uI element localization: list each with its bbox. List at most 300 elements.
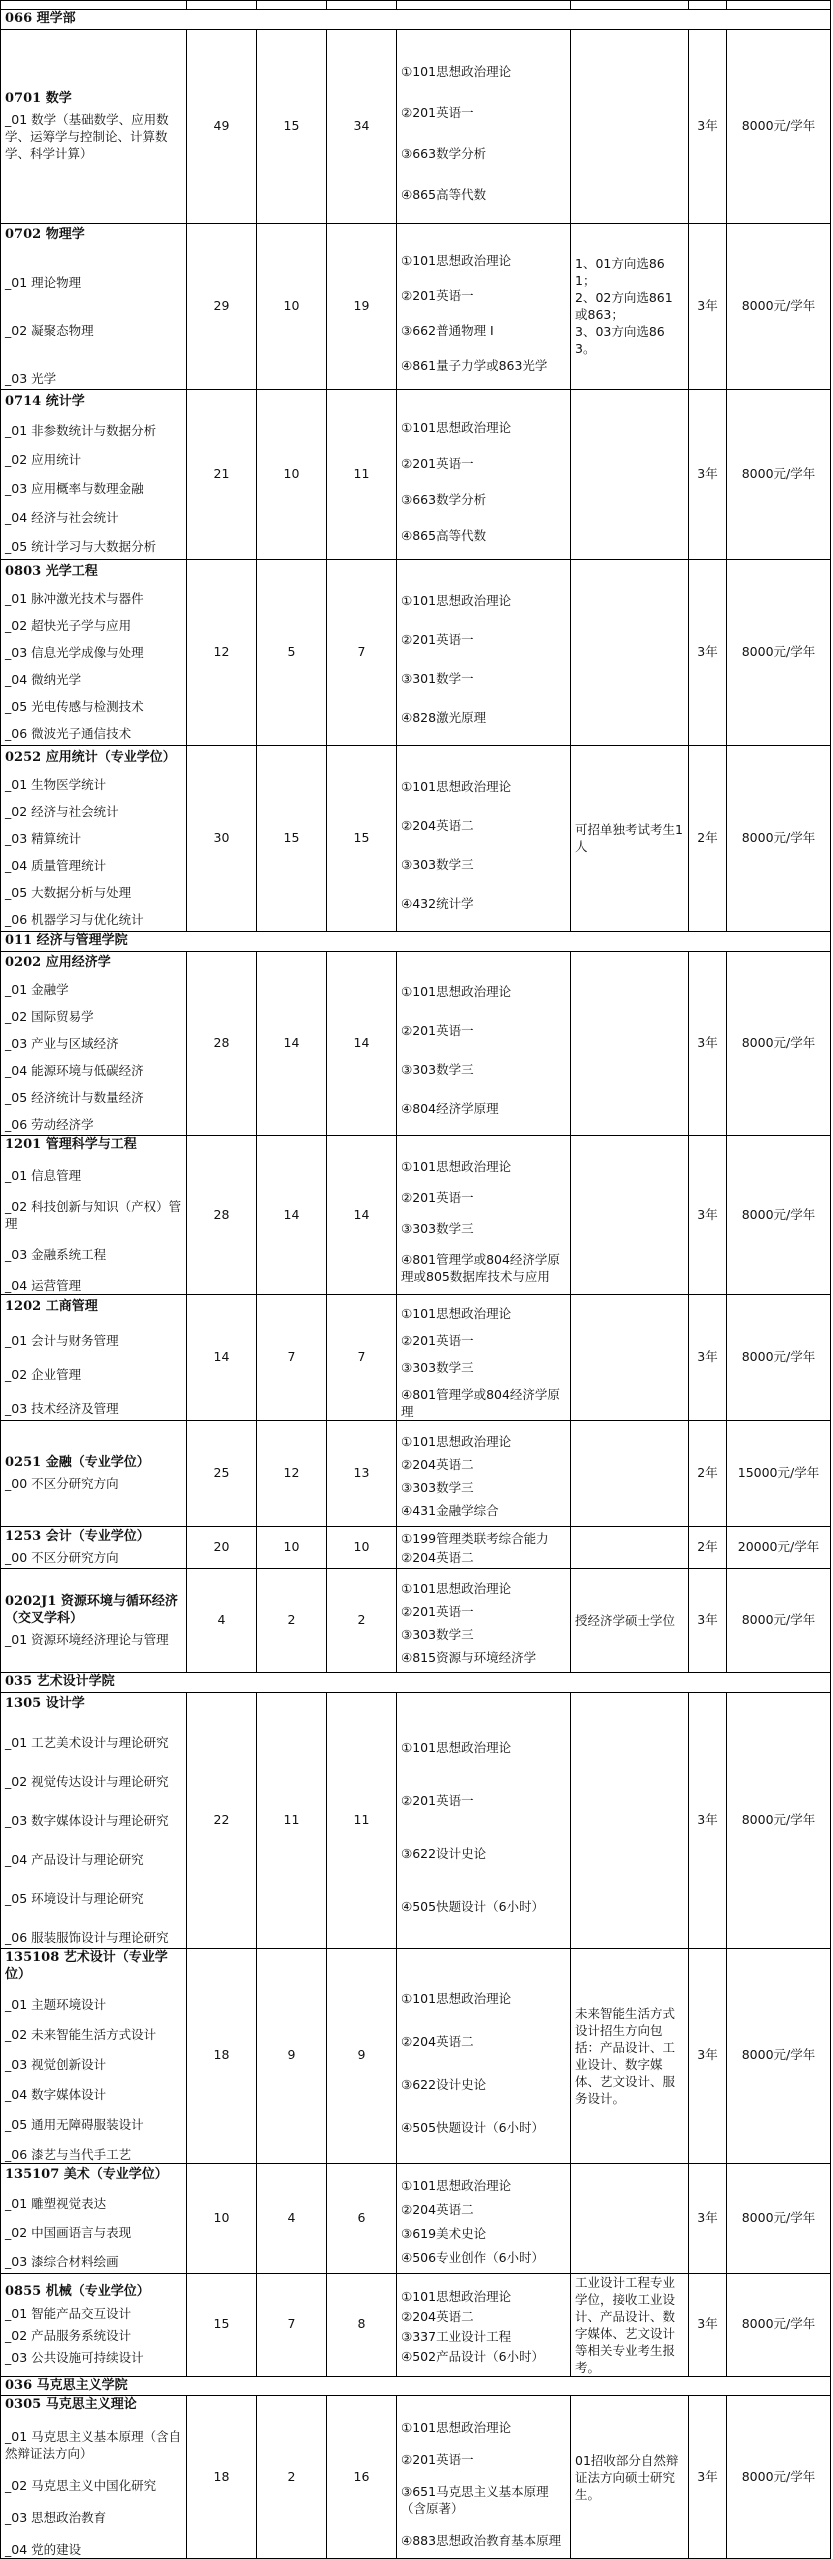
remarks-cell — [571, 1420, 689, 1526]
direction-item: _04 数字媒体设计 — [5, 2086, 107, 2102]
exam-subject: ①101思想政治理论 — [401, 2178, 512, 2194]
exam-count-cell: 14 — [327, 951, 397, 1135]
exam-subject: ④815资源与环境经济学 — [401, 1650, 537, 1666]
exam-count-cell: 9 — [327, 1948, 397, 2163]
duration-cell: 3年 — [689, 1294, 727, 1420]
remarks-cell — [571, 1526, 689, 1568]
major-title: 1201 管理科学与工程 — [5, 1136, 137, 1152]
exam-subject: ③303数学三 — [401, 1480, 474, 1496]
major-cell — [1, 1948, 187, 2163]
exam-subjects-cell — [397, 1948, 571, 2163]
exam-subject: ①101思想政治理论 — [401, 1305, 512, 1321]
exam-subject: ①101思想政治理论 — [401, 2288, 512, 2304]
exam-subject: ④865高等代数 — [401, 187, 487, 203]
tuition-value: 8000元/学年 — [741, 1811, 816, 1827]
remarks-cell: 可招单独考试考生1人 — [571, 745, 689, 931]
tuition-cell — [727, 2396, 831, 2559]
major-title: 135108 艺术设计（专业学位） — [5, 1949, 168, 1982]
exam-subject: ③619美术史论 — [401, 2226, 487, 2242]
exam-count-cell: 8 — [327, 2273, 397, 2376]
exempt-count-cell: 7 — [257, 2273, 327, 2376]
direction-item: _06 机器学习与优化统计 — [5, 911, 144, 927]
direction-item: _03 视觉创新设计 — [5, 2056, 107, 2072]
direction-item: _06 微波光子通信技术 — [5, 725, 132, 741]
major-cell — [1, 29, 187, 223]
school-row — [1, 2376, 831, 2396]
direction-item: _01 理论物理 — [5, 274, 82, 290]
exam-subjects-cell — [397, 2396, 571, 2559]
exam-subject: ②204英语二 — [401, 818, 474, 834]
major-title: 0251 金融（专业学位） — [5, 1455, 150, 1471]
direction-item: _02 企业管理 — [5, 1366, 82, 1382]
exempt-count-cell: 10 — [257, 1526, 327, 1568]
duration-cell: 3年 — [689, 1692, 727, 1948]
school-name: 011 经济与管理学院 — [1, 931, 831, 951]
direction-item: _01 脉冲激光技术与器件 — [5, 590, 144, 606]
planned-total-cell: 18 — [187, 2396, 257, 2559]
exam-subject: ①101思想政治理论 — [401, 64, 512, 80]
exam-subject: ④804经济学原理 — [401, 1101, 499, 1117]
duration-cell: 3年 — [689, 1948, 727, 2163]
duration-cell: 3年 — [689, 559, 727, 745]
major-title: 1305 设计学 — [5, 1695, 85, 1711]
exam-subject: ①101思想政治理论 — [401, 779, 512, 795]
exam-count-cell: 10 — [327, 1526, 397, 1568]
major-row — [1, 1135, 831, 1294]
exam-subjects-cell — [397, 1568, 571, 1672]
exam-subject: ②201英语一 — [401, 1793, 474, 1809]
major-row — [1, 745, 831, 931]
exam-subject: ②201英语一 — [401, 455, 474, 471]
major-row — [1, 1948, 831, 2163]
exam-subject: ①101思想政治理论 — [401, 1581, 512, 1597]
exam-subject: ③622设计史论 — [401, 2076, 487, 2092]
exempt-count-cell: 12 — [257, 1420, 327, 1526]
tuition-cell — [727, 2163, 831, 2273]
major-cell — [1, 1526, 187, 1568]
major-cell — [1, 1420, 187, 1526]
planned-total-cell: 22 — [187, 1692, 257, 1948]
exam-subject: ②201英语一 — [401, 2452, 474, 2468]
exam-subject: ③303数学三 — [401, 1062, 474, 1078]
major-cell — [1, 745, 187, 931]
duration-cell: 3年 — [689, 2163, 727, 2273]
remarks-cell: 1、01方向选861； 2、02方向选861或863； 3、03方向选863。 — [571, 223, 689, 389]
exempt-count-cell: 15 — [257, 745, 327, 931]
direction-item: _01 雕塑视觉表达 — [5, 2196, 107, 2212]
planned-total-cell: 28 — [187, 1135, 257, 1294]
exam-subject: ②204英语二 — [401, 2308, 474, 2324]
major-row — [1, 223, 831, 389]
exam-subject: ④828激光原理 — [401, 710, 487, 726]
major-cell — [1, 1692, 187, 1948]
major-cell — [1, 559, 187, 745]
planned-total-cell: 29 — [187, 223, 257, 389]
school-name: 036 马克思主义学院 — [1, 2376, 831, 2396]
direction-item: _01 智能产品交互设计 — [5, 2306, 132, 2322]
tuition-cell — [727, 745, 831, 931]
major-cell — [1, 1135, 187, 1294]
direction-item: _01 信息管理 — [5, 1167, 82, 1183]
direction-item: _01 马克思主义基本原理（含自然辩证法方向） — [5, 2429, 182, 2462]
exam-subject: ①101思想政治理论 — [401, 253, 512, 269]
tuition-cell — [727, 2273, 831, 2376]
major-title: 1253 会计（专业学位） — [5, 1529, 150, 1545]
tuition-cell — [727, 389, 831, 559]
direction-item: _02 超快光子学与应用 — [5, 617, 132, 633]
major-title: 0701 数学 — [5, 91, 72, 107]
exam-subjects-cell — [397, 2163, 571, 2273]
school-row — [1, 931, 831, 951]
direction-item: _02 产品服务系统设计 — [5, 2328, 132, 2344]
exam-count-cell: 7 — [327, 559, 397, 745]
direction-item: _05 经济统计与数量经济 — [5, 1089, 144, 1105]
major-title: 0202 应用经济学 — [5, 954, 111, 970]
direction-item: _03 数字媒体设计与理论研究 — [5, 1812, 169, 1828]
exam-subject: ②204英语二 — [401, 2033, 474, 2049]
direction-item: _03 光学 — [5, 370, 57, 386]
exam-subject: ③303数学三 — [401, 1359, 474, 1375]
direction-item: _02 视觉传达设计与理论研究 — [5, 1773, 169, 1789]
exam-count-cell: 7 — [327, 1294, 397, 1420]
direction-item: _00 不区分研究方向 — [5, 1476, 119, 1492]
exam-subject: ③303数学三 — [401, 1221, 474, 1237]
exempt-count-cell: 14 — [257, 951, 327, 1135]
remarks-cell — [571, 29, 689, 223]
exam-subjects-cell — [397, 1526, 571, 1568]
exam-subject: ③337工业设计工程 — [401, 2328, 512, 2344]
major-row — [1, 2273, 831, 2376]
exempt-count-cell: 14 — [257, 1135, 327, 1294]
tuition-cell — [727, 1135, 831, 1294]
major-cell — [1, 1294, 187, 1420]
exempt-count-cell: 4 — [257, 2163, 327, 2273]
exam-subject: ④506专业创作（6小时） — [401, 2250, 545, 2266]
exempt-count-cell: 2 — [257, 2396, 327, 2559]
direction-item: _02 应用统计 — [5, 452, 82, 468]
direction-item: _06 劳动经济学 — [5, 1116, 94, 1132]
exam-count-cell: 6 — [327, 2163, 397, 2273]
exempt-count-cell: 15 — [257, 29, 327, 223]
tuition-cell — [727, 1692, 831, 1948]
exam-subjects-cell — [397, 2273, 571, 2376]
direction-item: _04 质量管理统计 — [5, 857, 107, 873]
tuition-value: 8000元/学年 — [741, 2047, 816, 2063]
exam-subject: ③303数学三 — [401, 857, 474, 873]
exam-subject: ②201英语一 — [401, 105, 474, 121]
duration-cell: 3年 — [689, 389, 727, 559]
tuition-cell — [727, 1294, 831, 1420]
exam-subject: ①101思想政治理论 — [401, 1990, 512, 2006]
remarks-cell — [571, 389, 689, 559]
duration-cell: 2年 — [689, 1526, 727, 1568]
exam-count-cell: 2 — [327, 1568, 397, 1672]
exam-subject: ③301数学一 — [401, 671, 474, 687]
direction-item: _03 漆综合材料绘画 — [5, 2254, 119, 2270]
exam-subject: ②204英语二 — [401, 1457, 474, 1473]
direction-item: _02 未来智能生活方式设计 — [5, 2026, 157, 2042]
tuition-cell — [727, 29, 831, 223]
exam-count-cell: 15 — [327, 745, 397, 931]
exam-subject: ④432统计学 — [401, 896, 474, 912]
exam-subject: ②201英语一 — [401, 1604, 474, 1620]
planned-total-cell: 14 — [187, 1294, 257, 1420]
duration-cell: 3年 — [689, 1135, 727, 1294]
major-title: 0803 光学工程 — [5, 563, 98, 579]
major-cell — [1, 223, 187, 389]
school-row — [1, 1672, 831, 1692]
exempt-count-cell: 7 — [257, 1294, 327, 1420]
direction-item: _02 中国画语言与表现 — [5, 2225, 132, 2241]
planned-total-cell: 15 — [187, 2273, 257, 2376]
major-title: 0252 应用统计（专业学位） — [5, 749, 176, 765]
major-title: 0855 机械（专业学位） — [5, 2284, 150, 2300]
exam-subjects-cell — [397, 389, 571, 559]
tuition-value: 8000元/学年 — [741, 1612, 816, 1628]
exam-subject: ④505快题设计（6小时） — [401, 1899, 545, 1915]
exam-subjects-cell — [397, 1420, 571, 1526]
remarks-cell — [571, 1692, 689, 1948]
exam-subject: ①199管理类联考综合能力 — [401, 1531, 549, 1547]
exam-subject: ②201英语一 — [401, 1190, 474, 1206]
duration-cell: 3年 — [689, 1568, 727, 1672]
major-cell — [1, 389, 187, 559]
direction-item: _02 马克思主义中国化研究 — [5, 2478, 157, 2494]
direction-item: _05 环境设计与理论研究 — [5, 1890, 144, 1906]
exam-subject: ②204英语二 — [401, 1550, 474, 1566]
exam-subject: ②201英语一 — [401, 288, 474, 304]
remarks-cell: 01招收部分自然辩证法方向硕士研究生。 — [571, 2396, 689, 2559]
tuition-value: 20000元/学年 — [737, 1539, 820, 1555]
planned-total-cell: 21 — [187, 389, 257, 559]
exam-subjects-cell — [397, 1294, 571, 1420]
direction-item: _01 数学（基础数学、应用数学、运筹学与控制论、计算数学、科学计算） — [5, 112, 169, 162]
exam-subject: ④431金融学综合 — [401, 1503, 499, 1519]
duration-cell: 3年 — [689, 951, 727, 1135]
exam-count-cell: 19 — [327, 223, 397, 389]
direction-item: _03 精算统计 — [5, 830, 82, 846]
remarks-cell — [571, 1135, 689, 1294]
major-row — [1, 1420, 831, 1526]
exam-subject: ④801管理学或804经济学原理 — [401, 1386, 560, 1419]
major-row — [1, 29, 831, 223]
direction-item: _01 主题环境设计 — [5, 1996, 107, 2012]
exam-subject: ④502产品设计（6小时） — [401, 2348, 545, 2364]
direction-item: _02 经济与社会统计 — [5, 803, 119, 819]
major-row — [1, 1294, 831, 1420]
exam-count-cell: 13 — [327, 1420, 397, 1526]
direction-item: _04 运营管理 — [5, 1277, 82, 1293]
exam-subject: ①101思想政治理论 — [401, 1434, 512, 1450]
direction-item: _02 凝聚态物理 — [5, 322, 94, 338]
tuition-value: 8000元/学年 — [741, 1349, 816, 1365]
direction-item: _04 微纳光学 — [5, 671, 82, 687]
direction-item: _01 非参数统计与数据分析 — [5, 423, 157, 439]
tuition-cell — [727, 1568, 831, 1672]
exam-subject: ④861量子力学或863光学 — [401, 358, 548, 374]
major-cell — [1, 2163, 187, 2273]
cropped-top-row — [1, 1, 831, 10]
direction-item: _03 金融系统工程 — [5, 1246, 107, 1262]
remarks-cell: 工业设计工程专业学位，接收工业设计、产品设计、数字媒体、艺文设计等相关专业考生报考。 — [571, 2273, 689, 2376]
major-row — [1, 559, 831, 745]
exempt-count-cell: 9 — [257, 1948, 327, 2163]
direction-item: _01 生物医学统计 — [5, 776, 107, 792]
tuition-value: 8000元/学年 — [741, 1206, 816, 1222]
exempt-count-cell: 5 — [257, 559, 327, 745]
exempt-count-cell: 10 — [257, 223, 327, 389]
exam-subject: ③651马克思主义基本原理（含原著） — [401, 2484, 549, 2517]
school-name: 066 理学部 — [1, 10, 831, 30]
direction-item: _02 科技创新与知识（产权）管理 — [5, 1198, 182, 1231]
planned-total-cell: 10 — [187, 2163, 257, 2273]
exam-subject: ③622设计史论 — [401, 1846, 487, 1862]
major-cell — [1, 2396, 187, 2559]
major-title: 0714 统计学 — [5, 394, 85, 410]
exam-subject: ③662普通物理 I — [401, 323, 494, 339]
tuition-cell — [727, 1948, 831, 2163]
exam-subject: ②201英语一 — [401, 1023, 474, 1039]
exam-subjects-cell — [397, 1135, 571, 1294]
major-row — [1, 1526, 831, 1568]
direction-item: _06 服装服饰设计与理论研究 — [5, 1929, 169, 1945]
exam-subjects-cell — [397, 1692, 571, 1948]
exam-count-cell: 11 — [327, 1692, 397, 1948]
exam-count-cell: 34 — [327, 29, 397, 223]
direction-item: _03 产业与区域经济 — [5, 1035, 119, 1051]
planned-total-cell: 20 — [187, 1526, 257, 1568]
planned-total-cell: 4 — [187, 1568, 257, 1672]
tuition-value: 8000元/学年 — [741, 118, 816, 134]
exam-subject: ①101思想政治理论 — [401, 1159, 512, 1175]
exempt-count-cell: 2 — [257, 1568, 327, 1672]
direction-item: _01 会计与财务管理 — [5, 1332, 119, 1348]
remarks-cell: 授经济学硕士学位 — [571, 1568, 689, 1672]
direction-item: _05 统计学习与大数据分析 — [5, 539, 157, 555]
remarks-cell — [571, 1294, 689, 1420]
direction-item: _04 党的建设 — [5, 2542, 82, 2558]
planned-total-cell: 49 — [187, 29, 257, 223]
major-title: 0702 物理学 — [5, 226, 85, 242]
direction-item: _02 国际贸易学 — [5, 1008, 94, 1024]
major-title: 0202J1 资源环境与循环经济（交叉学科） — [5, 1593, 178, 1626]
duration-cell: 2年 — [689, 1420, 727, 1526]
major-title: 0305 马克思主义理论 — [5, 2397, 137, 2413]
direction-item: _04 产品设计与理论研究 — [5, 1851, 144, 1867]
tuition-value: 8000元/学年 — [741, 2209, 816, 2225]
planned-total-cell: 25 — [187, 1420, 257, 1526]
direction-item: _05 通用无障碍服装设计 — [5, 2116, 144, 2132]
tuition-value: 8000元/学年 — [741, 2316, 816, 2332]
exam-subject: ①101思想政治理论 — [401, 419, 512, 435]
exam-subject: ①101思想政治理论 — [401, 1740, 512, 1756]
exam-subjects-cell — [397, 223, 571, 389]
exam-subjects-cell — [397, 559, 571, 745]
tuition-cell — [727, 1420, 831, 1526]
duration-cell: 2年 — [689, 745, 727, 931]
direction-item: _03 思想政治教育 — [5, 2510, 107, 2526]
remarks-cell: 未来智能生活方式设计招生方向包括：产品设计、工业设计、数字媒体、艺文设计、服务设计。 — [571, 1948, 689, 2163]
tuition-value: 8000元/学年 — [741, 466, 816, 482]
major-row — [1, 1692, 831, 1948]
tuition-value: 15000元/学年 — [737, 1465, 820, 1481]
remarks-cell — [571, 2163, 689, 2273]
direction-item: _03 信息光学成像与处理 — [5, 644, 144, 660]
remarks-cell — [571, 951, 689, 1135]
tuition-cell — [727, 1526, 831, 1568]
major-row — [1, 951, 831, 1135]
exam-subjects-cell — [397, 951, 571, 1135]
exam-subject: ④865高等代数 — [401, 527, 487, 543]
direction-item: _03 应用概率与数理金融 — [5, 481, 144, 497]
direction-item: _05 光电传感与检测技术 — [5, 698, 144, 714]
major-row — [1, 2163, 831, 2273]
direction-item: _05 大数据分析与处理 — [5, 884, 132, 900]
exam-subject: ①101思想政治理论 — [401, 593, 512, 609]
exam-subject: ②201英语一 — [401, 632, 474, 648]
exam-subject: ④801管理学或804经济学原理或805数据库技术与应用 — [401, 1252, 560, 1285]
major-cell — [1, 951, 187, 1135]
exam-subject: ④883思想政治教育基本原理 — [401, 2533, 562, 2549]
exam-subject: ③663数学分析 — [401, 491, 487, 507]
remarks-cell — [571, 559, 689, 745]
major-title: 135107 美术（专业学位） — [5, 2167, 168, 2183]
direction-item: _06 漆艺与当代手工艺 — [5, 2146, 132, 2162]
planned-total-cell: 12 — [187, 559, 257, 745]
school-name: 035 艺术设计学院 — [1, 1672, 831, 1692]
major-cell — [1, 1568, 187, 1672]
tuition-cell — [727, 223, 831, 389]
tuition-value: 8000元/学年 — [741, 298, 816, 314]
planned-total-cell: 30 — [187, 745, 257, 931]
exam-subject: ④505快题设计（6小时） — [401, 2119, 545, 2135]
exam-subject: ③303数学三 — [401, 1627, 474, 1643]
major-row — [1, 1568, 831, 1672]
direction-item: _01 金融学 — [5, 981, 69, 997]
exam-subject: ①101思想政治理论 — [401, 2420, 512, 2436]
exempt-count-cell: 10 — [257, 389, 327, 559]
planned-total-cell: 28 — [187, 951, 257, 1135]
exempt-count-cell: 11 — [257, 1692, 327, 1948]
tuition-value: 8000元/学年 — [741, 2469, 816, 2485]
exam-subject: ①101思想政治理论 — [401, 984, 512, 1000]
major-row — [1, 2396, 831, 2559]
exam-subject: ②204英语二 — [401, 2202, 474, 2218]
direction-item: _04 经济与社会统计 — [5, 510, 119, 526]
major-row — [1, 389, 831, 559]
exam-count-cell: 11 — [327, 389, 397, 559]
duration-cell: 3年 — [689, 223, 727, 389]
duration-cell: 3年 — [689, 2273, 727, 2376]
major-title: 1202 工商管理 — [5, 1298, 98, 1314]
major-cell — [1, 2273, 187, 2376]
direction-item: _00 不区分研究方向 — [5, 1550, 119, 1566]
exam-count-cell: 16 — [327, 2396, 397, 2559]
exam-subjects-cell — [397, 29, 571, 223]
direction-item: _01 资源环境经济理论与管理 — [5, 1631, 169, 1647]
direction-item: _01 工艺美术设计与理论研究 — [5, 1734, 169, 1750]
tuition-value: 8000元/学年 — [741, 830, 816, 846]
tuition-cell — [727, 951, 831, 1135]
exam-count-cell: 14 — [327, 1135, 397, 1294]
direction-item: _03 公共设施可持续设计 — [5, 2350, 144, 2366]
planned-total-cell: 18 — [187, 1948, 257, 2163]
tuition-value: 8000元/学年 — [741, 1035, 816, 1051]
direction-item: _04 能源环境与低碳经济 — [5, 1062, 144, 1078]
tuition-cell — [727, 559, 831, 745]
duration-cell: 3年 — [689, 2396, 727, 2559]
tuition-value: 8000元/学年 — [741, 644, 816, 660]
